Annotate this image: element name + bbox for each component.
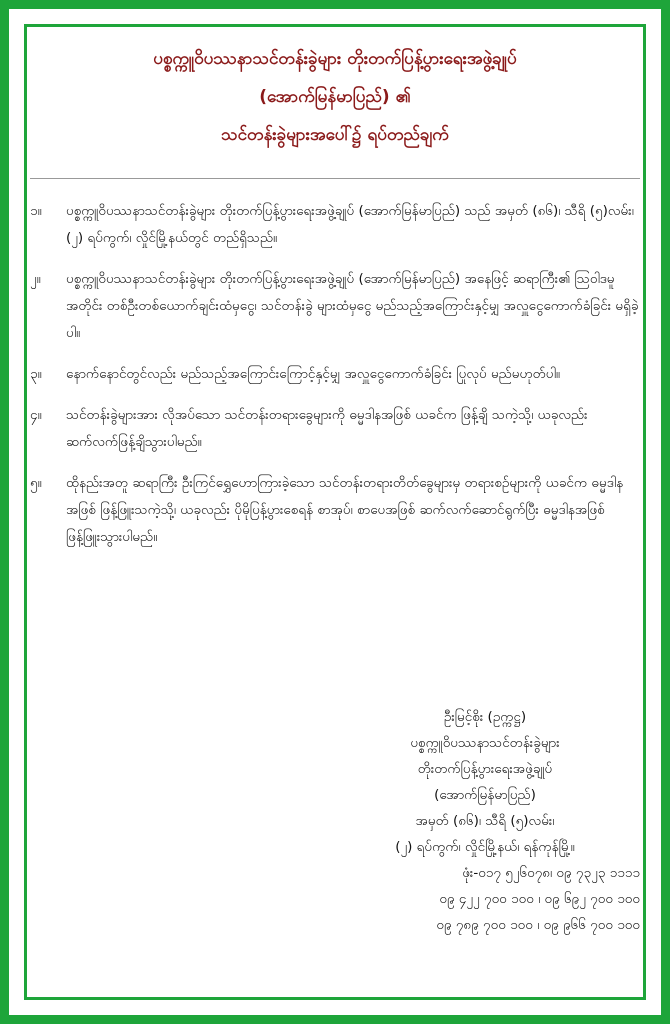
item-text: ပစ္စက္ကူဝိပဿနာသင်တန်းခွဲများ တိုးတက်ပြန့်ပွားရေးအဖွဲ့ချုပ် (အောက်မြန်မာပြည်) သည် အမှတ် (၈၆)၊ သီရိ (၅)လမ်း၊ (၂) ရပ်ကွက်၊ လှိုင်မြို့နယ်တွင် တည်ရှိသည်။ xyxy=(66,203,634,246)
signatory-name: ဦးမြင့်စိုး (ဥက္ကဋ္ဌ) xyxy=(443,709,527,725)
signature-block xyxy=(310,704,660,933)
item-number: ၄။ xyxy=(30,407,42,423)
document-header xyxy=(30,40,640,154)
phone-line-1: ဖုံး-၀၁၇ ၅၂၆၀၇၈၊ ၀၉ ၇၃၂၃ ၁၁၁၁ xyxy=(462,865,640,881)
item-number: ၃။ xyxy=(30,366,42,382)
phone-numbers xyxy=(310,860,660,933)
item-number: ၂။ xyxy=(30,271,41,287)
header-line-1: ပစ္စက္ကူဝိပဿနာသင်တန်းခွဲများ တိုးတက်ပြန့်ပွားရေးအဖွဲ့ချုပ် xyxy=(153,49,517,69)
address-line-2: (၂) ရပ်ကွက်၊ လှိုင်မြို့နယ်၊ ရန်ကုန်မြို့။ xyxy=(395,839,575,855)
list-item xyxy=(30,361,640,388)
item-text: ထိုနည်းအတူ ဆရာကြီး ဦးကြင်ရွှေဟောကြားခဲ့သော သင်တန်းတရားတိတ်ခွေများမှ တရားစဉ်များကို ယခင်က ဓမ္မဒါနအဖြစ် ဖြန့်ဖြူးသကဲ့သို့၊ ယခုလည်း ပိုမိုပြန့်ပွားစေရန် စာအုပ်၊ စာပေအဖြစ် ဆက်လက်ဆောင်ရွက်ပြီး ဓမ္မဒါနအဖြစ် ဖြန့်ဖြူးသွားပါမည်။ xyxy=(66,475,624,545)
list-item xyxy=(30,470,640,551)
item-text: နောက်နောင်တွင်လည်း မည်သည့်အကြောင်းကြောင့်နှင့်မျှ အလှူငွေကောက်ခံခြင်း ပြုလုပ် မည်မဟုတ်ပါ။ xyxy=(66,366,560,382)
org-line-1: ပစ္စက္ကူဝိပဿနာသင်တန်းခွဲများ xyxy=(410,735,560,751)
item-number: ၁။ xyxy=(30,203,42,219)
address-line-1: အမှတ် (၈၆)၊ သီရိ (၅)လမ်း၊ xyxy=(415,813,555,829)
header-line-2: (အောက်မြန်မာပြည်) ၏ xyxy=(259,87,411,107)
item-text: သင်တန်းခွဲများအား လိုအပ်သော သင်တန်းတရားခွေများကို ဓမ္မဒါနအဖြစ် ယခင်က ဖြန့်ချိ သကဲ့သို့၊ ယခုလည်း ဆက်လက်ဖြန့်ချိသွားပါမည်။ xyxy=(66,407,588,450)
phone-line-3: ၀၉ ၇၈၉ ၇၀၀ ၁၀၀ ၊ ၀၉ ၉၆၆ ၇၀၀ ၁၀၀ xyxy=(436,917,640,933)
item-text: ပစ္စက္ကူဝိပဿနာသင်တန်းခွဲများ တိုးတက်ပြန့်ပွားရေးအဖွဲ့ချုပ် (အောက်မြန်မာပြည်) အနေဖြင့် ဆရာကြီး၏ ဩဝါဒမူအတိုင်း တစ်ဦးတစ်ယောက်ချင်းထံမှငွေ၊ သင်တန်းခွဲ များထံမှငွေ မည်သည့်အကြောင်းနှင့်မျှ အလှူငွေကောက်ခံခြင်း မရှိခဲ့ပါ။ xyxy=(66,271,639,341)
item-number: ၅။ xyxy=(30,475,42,491)
phone-line-2: ၀၉ ၄၂၂ ၇၀၀ ၁၀၀ ၊ ၀၉ ၆၉၂ ၇၀၀ ၁၀၀ xyxy=(439,891,640,907)
list-item xyxy=(30,402,640,456)
statement-list xyxy=(30,198,640,565)
header-line-3: သင်တန်းခွဲများအပေါ်၌ ရပ်တည်ချက် xyxy=(221,125,449,145)
org-line-2: တိုးတက်ပြန့်ပွားရေးအဖွဲ့ချုပ် xyxy=(417,761,553,777)
list-item xyxy=(30,198,640,252)
org-line-3: (အောက်မြန်မာပြည်) xyxy=(434,787,536,803)
divider xyxy=(30,178,640,179)
list-item xyxy=(30,266,640,347)
